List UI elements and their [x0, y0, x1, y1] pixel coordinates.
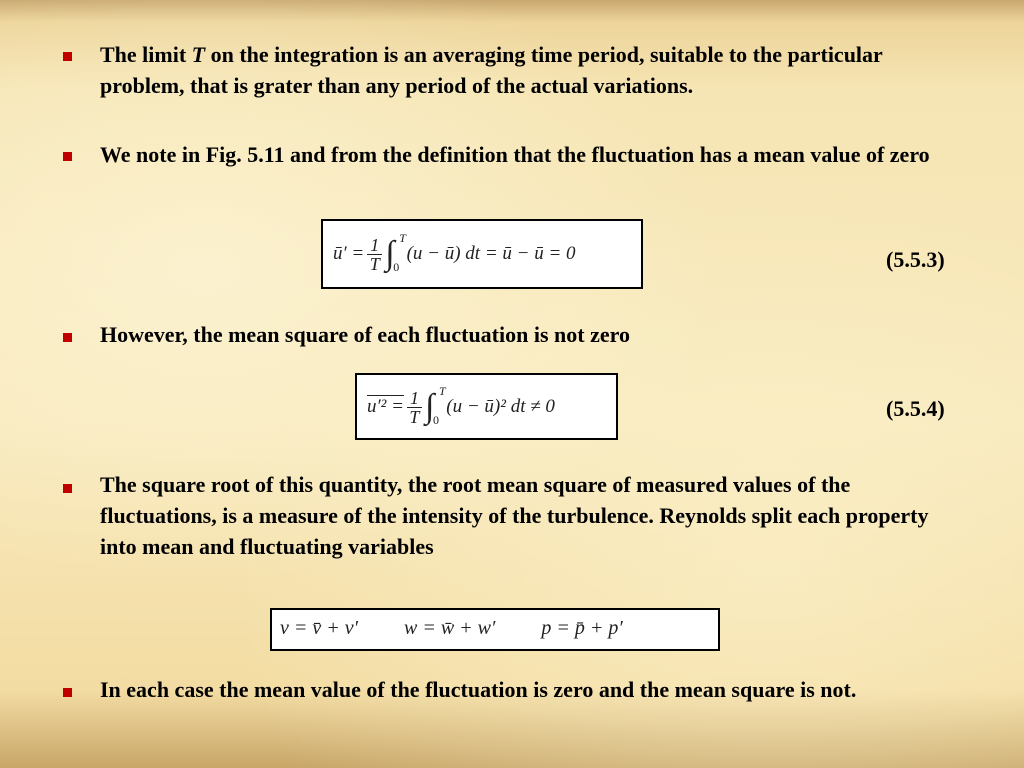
bullet-marker: [63, 152, 72, 161]
bullet-text-rms-reynolds: The square root of this quantity, the root mean square of measured values of the fluctuations, is a measure of the intensity of the turbulence. Reynolds split each property into mean and fluctuating variables: [100, 472, 929, 559]
equation-number: (5.5.4): [886, 396, 945, 421]
equation-fraction: [407, 389, 422, 426]
bullet-marker: [63, 52, 72, 61]
fraction-numerator: 1: [407, 389, 422, 408]
equation-lhs: ū′ =: [333, 243, 365, 264]
bullet-text-part: The limit: [100, 42, 192, 67]
decomposition-v: v = v̄ + v′: [280, 617, 358, 639]
equation-reynolds-decomposition: [270, 608, 720, 651]
bullet-marker: [63, 484, 72, 493]
integral-sign: ∫ T 0: [424, 384, 446, 427]
bullet-text-mean-square: However, the mean square of each fluctuation is not zero: [100, 322, 630, 347]
integral-upper-limit: T: [399, 231, 406, 245]
decomposition-p: p = p̄ + p′: [541, 617, 623, 639]
equation-5-5-4: [355, 373, 618, 440]
equation-number: (5.5.3): [886, 247, 945, 272]
fraction-denominator: T: [409, 406, 420, 427]
integral-sign: ∫ T 0: [385, 231, 406, 274]
bullet-marker: [63, 333, 72, 342]
equation-lhs: u′² =: [367, 396, 404, 417]
equation-body: (u − ū)² dt ≠ 0: [446, 396, 555, 417]
bullet-text-conclusion: In each case the mean value of the fluctuation is zero and the mean square is not.: [100, 677, 857, 702]
integral-lower-limit: 0: [432, 413, 439, 427]
bullet-marker: [63, 688, 72, 697]
decomposition-w: w = w̄ + w′: [404, 617, 496, 639]
equation-body: (u − ū) dt = ū − ū = 0: [406, 243, 576, 264]
fraction-denominator: T: [369, 253, 380, 274]
bullet-text-averaging-period: [100, 39, 950, 101]
equation-fraction: [367, 236, 382, 273]
integral-lower-limit: 0: [393, 260, 400, 274]
equation-5-5-3: [321, 219, 643, 289]
italic-T: T: [191, 42, 206, 67]
bullet-text-part: on the integration is an averaging time period, suitable to the particular problem, that is grater than any period of the actual variations.: [100, 42, 883, 98]
integral-upper-limit: T: [438, 384, 446, 398]
fraction-numerator: 1: [367, 236, 382, 255]
bullet-text-mean-zero: We note in Fig. 5.11 and from the definition that the fluctuation has a mean value of zero: [100, 142, 930, 167]
